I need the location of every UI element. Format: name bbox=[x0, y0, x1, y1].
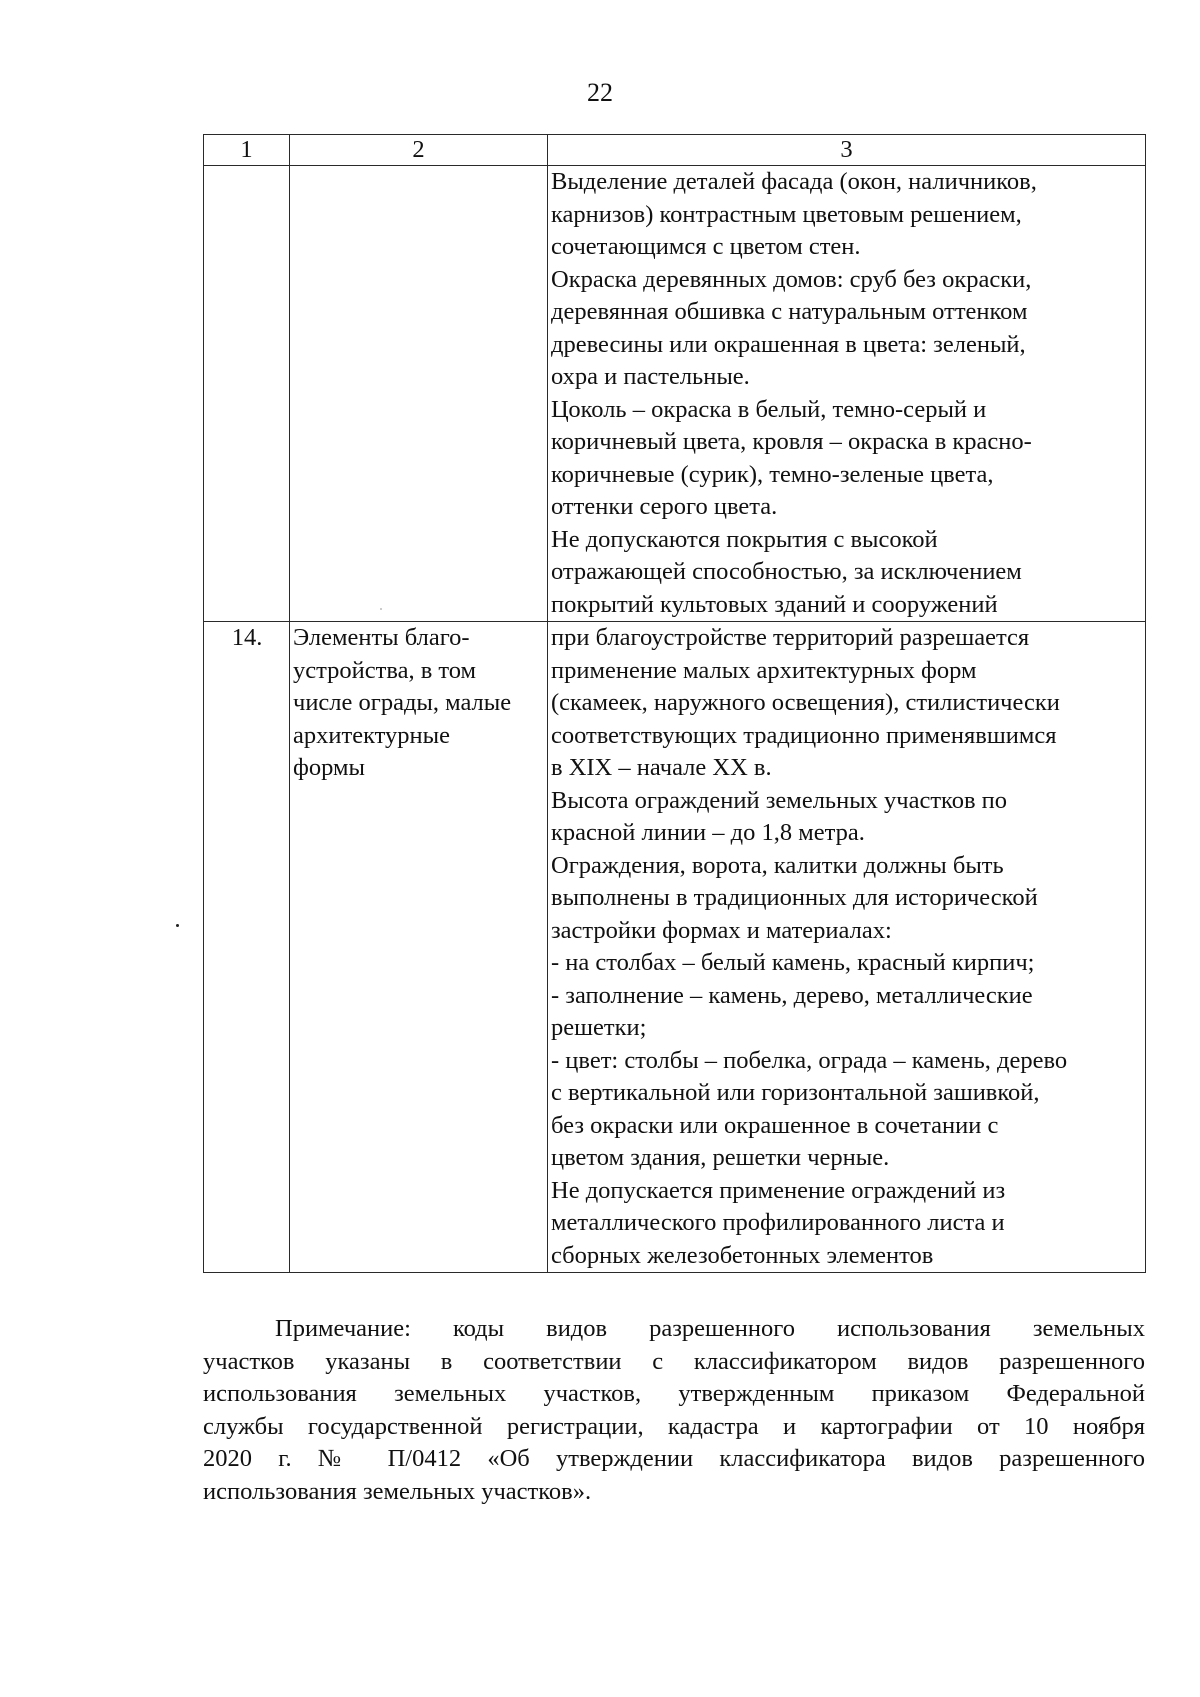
text-line: сборных железобетонных элементов bbox=[551, 1241, 934, 1269]
text-line: - заполнение – камень, дерево, металлические bbox=[551, 981, 1033, 1009]
text-line: выполнены в традиционных для исторической bbox=[551, 884, 1038, 911]
text-line: - цвет: столбы – побелка, ограда – камень, дерево bbox=[551, 1046, 1068, 1074]
text-line: решетки; bbox=[551, 1014, 647, 1041]
scan-speck bbox=[380, 608, 382, 610]
header-col-3: 3 bbox=[548, 135, 1146, 166]
text-line: устройства, в том bbox=[293, 656, 477, 684]
text-line: формы bbox=[293, 754, 365, 781]
header-col-1: 1 bbox=[204, 135, 290, 166]
text-line: покрытий культовых зданий и сооружений bbox=[551, 590, 998, 618]
text-line: с вертикальной или горизонтальной зашивкой, bbox=[551, 1079, 1040, 1106]
row-element bbox=[290, 622, 548, 1273]
text-line: числе ограды, малые bbox=[293, 689, 512, 716]
header-col-2: 2 bbox=[290, 135, 548, 166]
text-line: древесины или окрашенная в цвета: зеленый, bbox=[551, 330, 1026, 358]
table-header-row bbox=[204, 135, 1146, 166]
text-line: Не допускаются покрытия с высокой bbox=[551, 525, 938, 553]
text-line: цветом здания, решетки черные. bbox=[551, 1144, 890, 1171]
page-number: 22 bbox=[587, 78, 613, 107]
text-line: коричневый цвета, кровля – окраска в красно- bbox=[551, 428, 1032, 455]
note-line: использования земельных участков». bbox=[203, 1477, 592, 1505]
text-line: охра и пастельные. bbox=[551, 363, 750, 390]
row-requirements bbox=[548, 622, 1146, 1273]
text-line: сочетающимся с цветом стен. bbox=[551, 233, 861, 260]
table-row bbox=[204, 622, 1146, 1273]
text-line: в XIX – начале XX в. bbox=[551, 754, 772, 781]
text-line: при благоустройстве территорий разрешается bbox=[551, 624, 1030, 651]
text-line: отражающей способностью, за исключением bbox=[551, 558, 1022, 585]
row-requirements bbox=[548, 166, 1146, 622]
text-line: Не допускается применение ограждений из bbox=[551, 1176, 1006, 1204]
note-paragraph bbox=[203, 1313, 1145, 1508]
table-row bbox=[204, 166, 1146, 622]
row-element bbox=[290, 166, 548, 622]
note-line: Примечание: коды видов разрешенного использования земельных bbox=[275, 1315, 1145, 1342]
row-number: 14. bbox=[204, 622, 290, 1273]
text-line: Элементы благо- bbox=[293, 624, 470, 651]
text-line: архитектурные bbox=[293, 721, 450, 749]
text-line: Выделение деталей фасада (окон, наличников, bbox=[551, 168, 1037, 195]
text-line: Ограждения, ворота, калитки должны быть bbox=[551, 851, 1004, 879]
note-line: службы государственной регистрации, кадастра и картографии от 10 ноября bbox=[203, 1412, 1145, 1440]
text-line: - на столбах – белый камень, красный кирпич; bbox=[551, 949, 1035, 976]
text-line: Высота ограждений земельных участков по bbox=[551, 786, 1008, 814]
text-line: карнизов) контрастным цветовым решением, bbox=[551, 200, 1022, 228]
text-line: деревянная обшивка с натуральным оттенком bbox=[551, 298, 1028, 325]
text-line: красной линии – до 1,8 метра. bbox=[551, 819, 865, 846]
note-line: участков указаны в соответствии с классификатором видов разрешенного bbox=[203, 1347, 1145, 1375]
regulations-table bbox=[203, 134, 1146, 1273]
note-line: использования земельных участков, утвержденным приказом Федеральной bbox=[203, 1380, 1145, 1407]
text-line: металлического профилированного листа и bbox=[551, 1209, 1005, 1236]
scan-speck bbox=[176, 924, 179, 927]
row-number bbox=[204, 166, 290, 622]
text-line: применение малых архитектурных форм bbox=[551, 656, 977, 684]
text-line: Окраска деревянных домов: сруб без окраски, bbox=[551, 265, 1032, 293]
text-line: без окраски или окрашенное в сочетании с bbox=[551, 1111, 999, 1139]
note-line: 2020 г. № П/0412 «Об утверждении классификатора видов разрешенного bbox=[203, 1445, 1145, 1472]
text-line: оттенки серого цвета. bbox=[551, 493, 778, 520]
text-line: (скамеек, наружного освещения), стилистически bbox=[551, 689, 1060, 716]
text-line: коричневые (сурик), темно-зеленые цвета, bbox=[551, 460, 994, 488]
text-line: соответствующих традиционно применявшимся bbox=[551, 721, 1057, 749]
text-line: Цоколь – окраска в белый, темно-серый и bbox=[551, 395, 987, 423]
text-line: застройки формах и материалах: bbox=[551, 916, 892, 944]
